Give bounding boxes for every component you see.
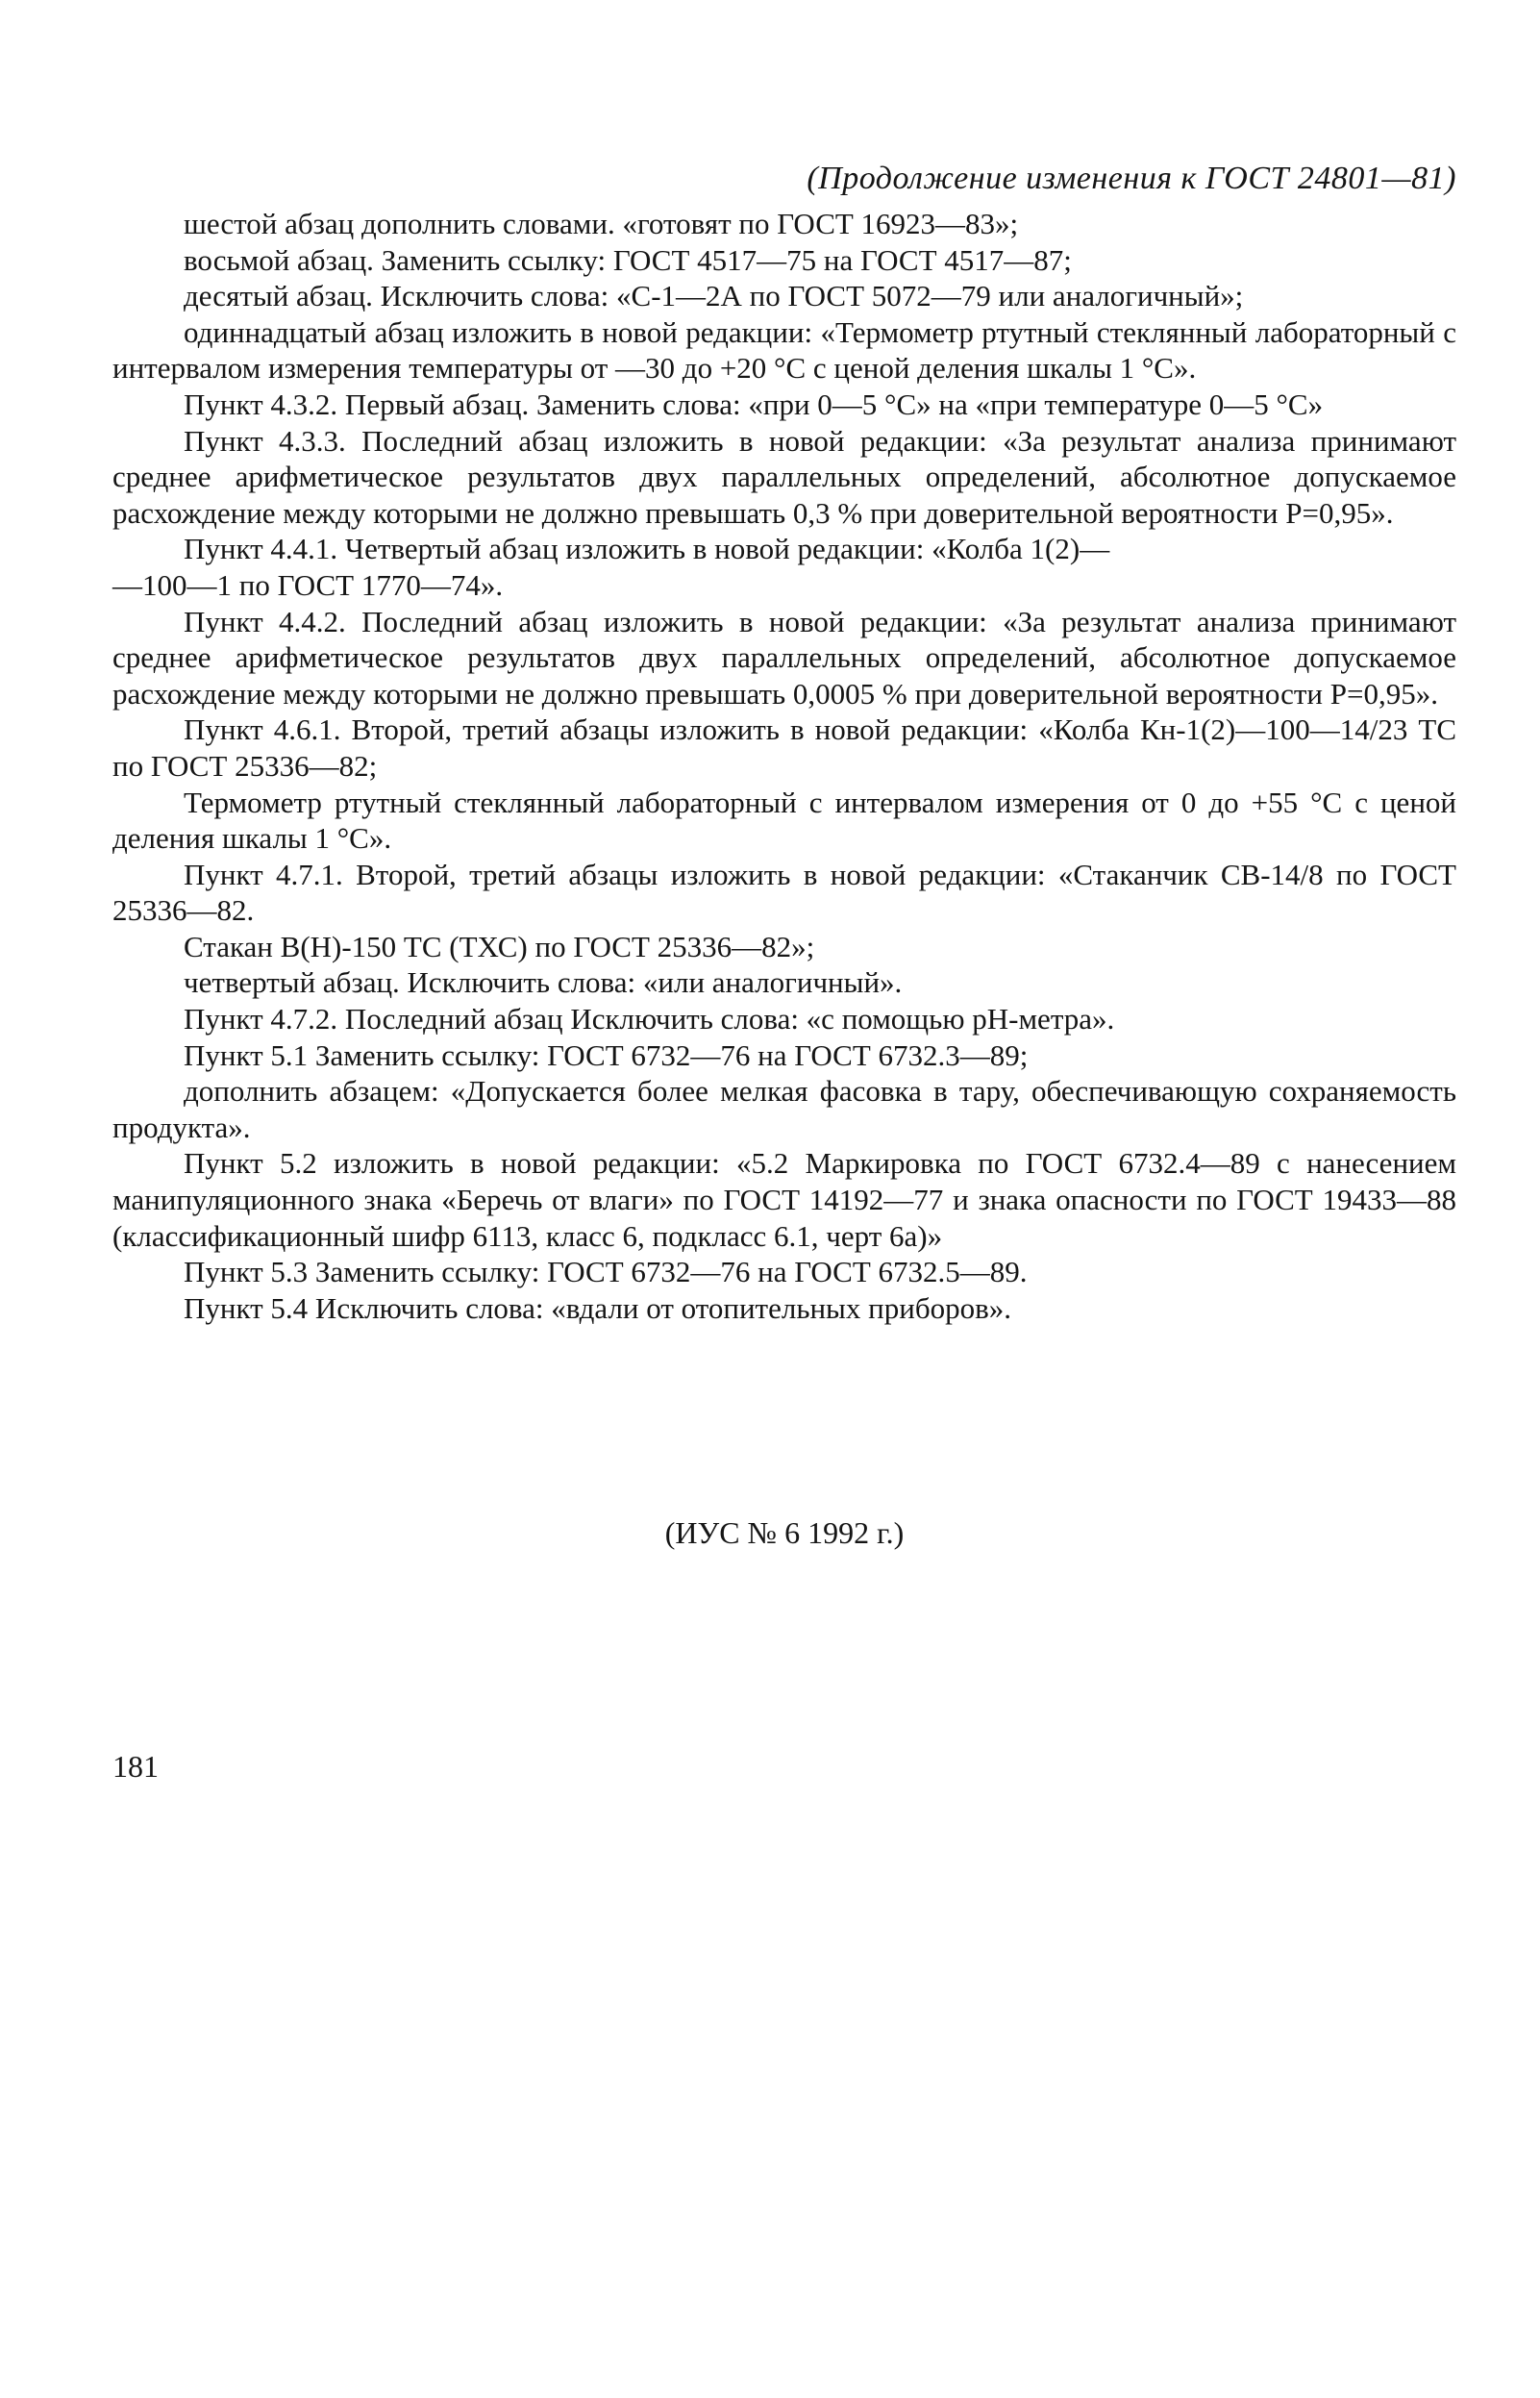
paragraph: Пункт 5.2 изложить в новой редакции: «5.2 Маркировка по ГОСТ 6732.4—89 с нанесением манипуляционного знака «Беречь от влаги» по ГОСТ 14192—77 и знака опасности по ГОСТ 19433—88 (классификационный шифр 6113, класс 6, подкласс 6.1, черт 6а)»: [112, 1146, 1456, 1253]
paragraph: Пункт 4.7.2. Последний абзац Исключить слова: «с помощью рН-метра».: [184, 1002, 1115, 1037]
continuation-header: (Продолжение изменения к ГОСТ 24801—81): [807, 161, 1456, 196]
paragraph: Пункт 5.1 Заменить ссылку: ГОСТ 6732—76 на ГОСТ 6732.3—89;: [184, 1037, 1029, 1072]
paragraph: одиннадцатый абзац изложить в новой редакции: «Термометр ртутный стеклянный лабораторный с интервалом измерения температуры от —30 до +20 °С с ценой деления шкалы 1 °С».: [112, 314, 1456, 386]
body-text: [112, 206, 1456, 1326]
paragraph: Стакан В(Н)-150 ТС (ТХС) по ГОСТ 25336—82»;: [184, 929, 815, 963]
paragraph: Пункт 5.3 Заменить ссылку: ГОСТ 6732—76 на ГОСТ 6732.5—89.: [184, 1255, 1028, 1289]
paragraph: Пункт 4.7.1. Второй, третий абзацы изложить в новой редакции: «Стаканчик СВ-14/8 по ГОСТ 25336—82.: [112, 857, 1456, 928]
paragraph: четвертый абзац. Исключить слова: «или аналогичный».: [184, 965, 903, 1000]
paragraph: Пункт 4.6.1. Второй, третий абзацы изложить в новой редакции: «Колба Кн-1(2)—100—14/23 ТС по ГОСТ 25336—82;: [112, 712, 1456, 783]
paragraph: Пункт 4.3.3. Последний абзац изложить в новой редакции: «За результат анализа принимают среднее арифметическое результатов двух параллельных определений, абсолютное допускаемое расхождение между которыми не должно превышать 0,3 % при доверительной вероятности P=0,95».: [112, 423, 1456, 530]
paragraph: Термометр ртутный стеклянный лабораторный с интервалом измерения от 0 до +55 °С с ценой деления шкалы 1 °С».: [112, 785, 1456, 856]
page-number: 181: [112, 1749, 159, 1784]
paragraph: шестой абзац дополнить словами. «готовят по ГОСТ 16923—83»;: [184, 207, 1019, 240]
paragraph: восьмой абзац. Заменить ссылку: ГОСТ 4517—75 на ГОСТ 4517—87;: [184, 242, 1072, 277]
paragraph: дополнить абзацем: «Допускается более мелкая фасовка в тару, обеспечивающую сохраняемость продукта».: [112, 1074, 1456, 1144]
paragraph: Пункт 4.3.2. Первый абзац. Заменить слова: «при 0—5 °С» на «при температуре 0—5 °С»: [184, 387, 1324, 421]
paragraph: Пункт 5.4 Исключить слова: «вдали от отопительных приборов».: [184, 1290, 1011, 1325]
paragraph: Пункт 4.4.2. Последний абзац изложить в новой редакции: «За результат анализа принимают среднее арифметическое результатов двух параллельных определений, абсолютное допускаемое расхождение между которыми не должно превышать 0,0005 % при доверительной вероятности P=0,95».: [112, 604, 1456, 711]
paragraph: Пункт 4.4.1. Четвертый абзац изложить в новой редакции: «Колба 1(2)— —100—1 по ГОСТ 1770—74».: [112, 532, 1110, 602]
paragraph: десятый абзац. Исключить слова: «С-1—2А по ГОСТ 5072—79 или аналогичный»;: [184, 279, 1244, 313]
publication-reference: (ИУС № 6 1992 г.): [664, 1515, 905, 1550]
